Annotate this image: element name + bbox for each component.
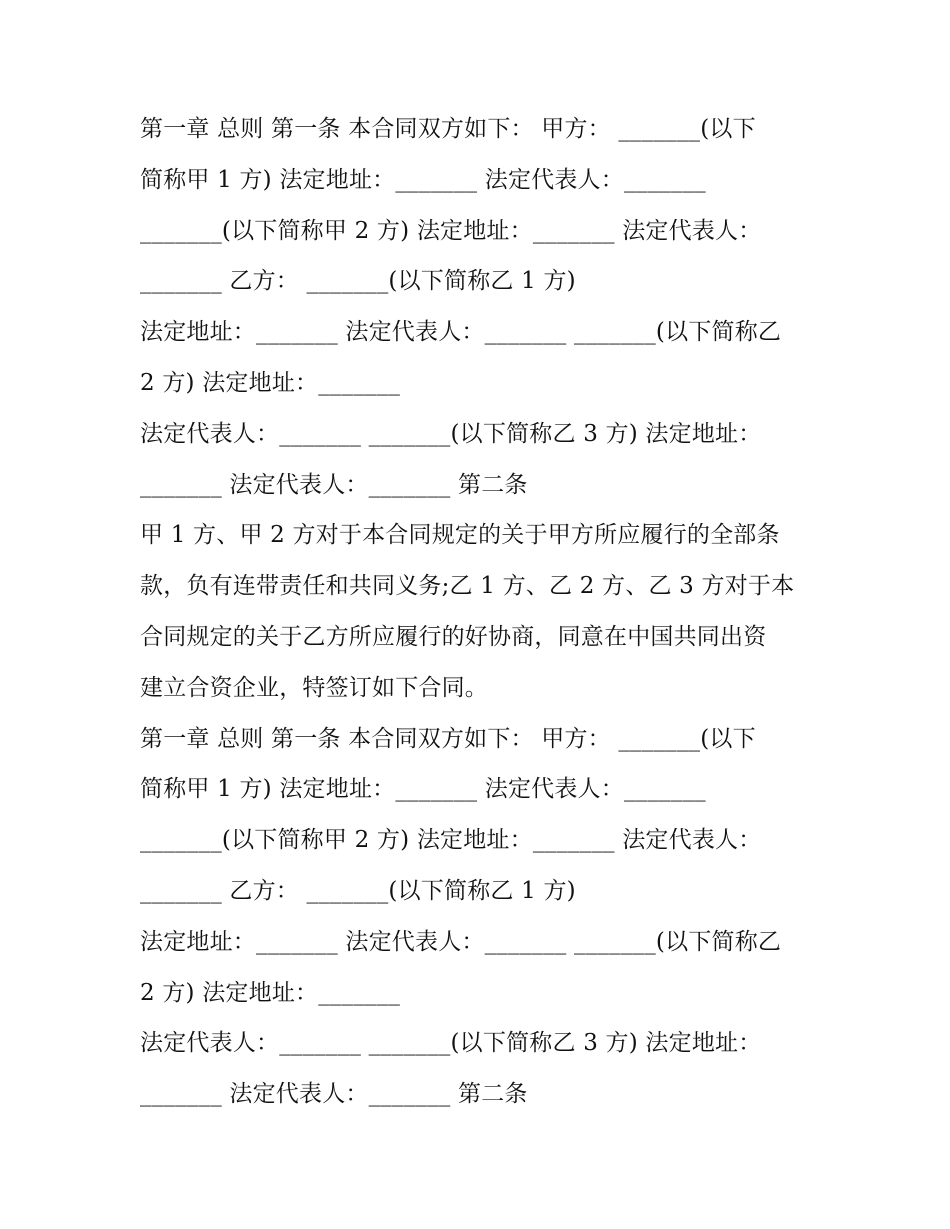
text-line: 2 方) 法定地址：_______ bbox=[140, 979, 401, 1006]
text-line: _______(以下简称甲 2 方) 法定地址：_______ 法定代表人： bbox=[140, 217, 762, 244]
text-line: 第一章 总则 第一条 本合同双方如下： 甲方： _______(以下 bbox=[140, 116, 756, 142]
text-line: 甲 1 方、甲 2 方对于本合同规定的关于甲方所应履行的全部条 bbox=[140, 522, 780, 549]
text-line: 合同规定的关于乙方所应履行的好协商，同意在中国共同出资 bbox=[140, 623, 767, 650]
text-line: 第一章 总则 第一条 本合同双方如下： 甲方： _______(以下 bbox=[140, 725, 756, 752]
text-line: _______ 乙方： _______(以下简称乙 1 方) bbox=[140, 268, 576, 295]
text-line: 2 方) 法定地址：_______ bbox=[140, 369, 401, 396]
text-line: 简称甲 1 方) 法定地址：_______ 法定代表人：_______ bbox=[140, 166, 706, 193]
text-line: _______ 乙方： _______(以下简称乙 1 方) bbox=[140, 877, 576, 904]
text-line: 法定地址：_______ 法定代表人：_______ _______(以下简称乙 bbox=[140, 319, 782, 346]
text-line: 法定代表人：_______ _______(以下简称乙 3 方) 法定地址： bbox=[140, 1030, 762, 1057]
text-line: _______ 法定代表人：_______ 第二条 bbox=[140, 1081, 528, 1108]
text-line: 款，负有连带责任和共同义务;乙 1 方、乙 2 方、乙 3 方对于本 bbox=[140, 573, 795, 600]
text-line: 法定代表人：_______ _______(以下简称乙 3 方) 法定地址： bbox=[140, 420, 762, 447]
document-body bbox=[140, 104, 820, 1120]
text-line: _______ 法定代表人：_______ 第二条 bbox=[140, 471, 528, 498]
text-line: 法定地址：_______ 法定代表人：_______ _______(以下简称乙 bbox=[140, 928, 782, 955]
text-line: 简称甲 1 方) 法定地址：_______ 法定代表人：_______ bbox=[140, 776, 706, 803]
text-line: 建立合资企业，特签订如下合同。 bbox=[140, 674, 488, 701]
text-line: _______(以下简称甲 2 方) 法定地址：_______ 法定代表人： bbox=[140, 827, 762, 854]
